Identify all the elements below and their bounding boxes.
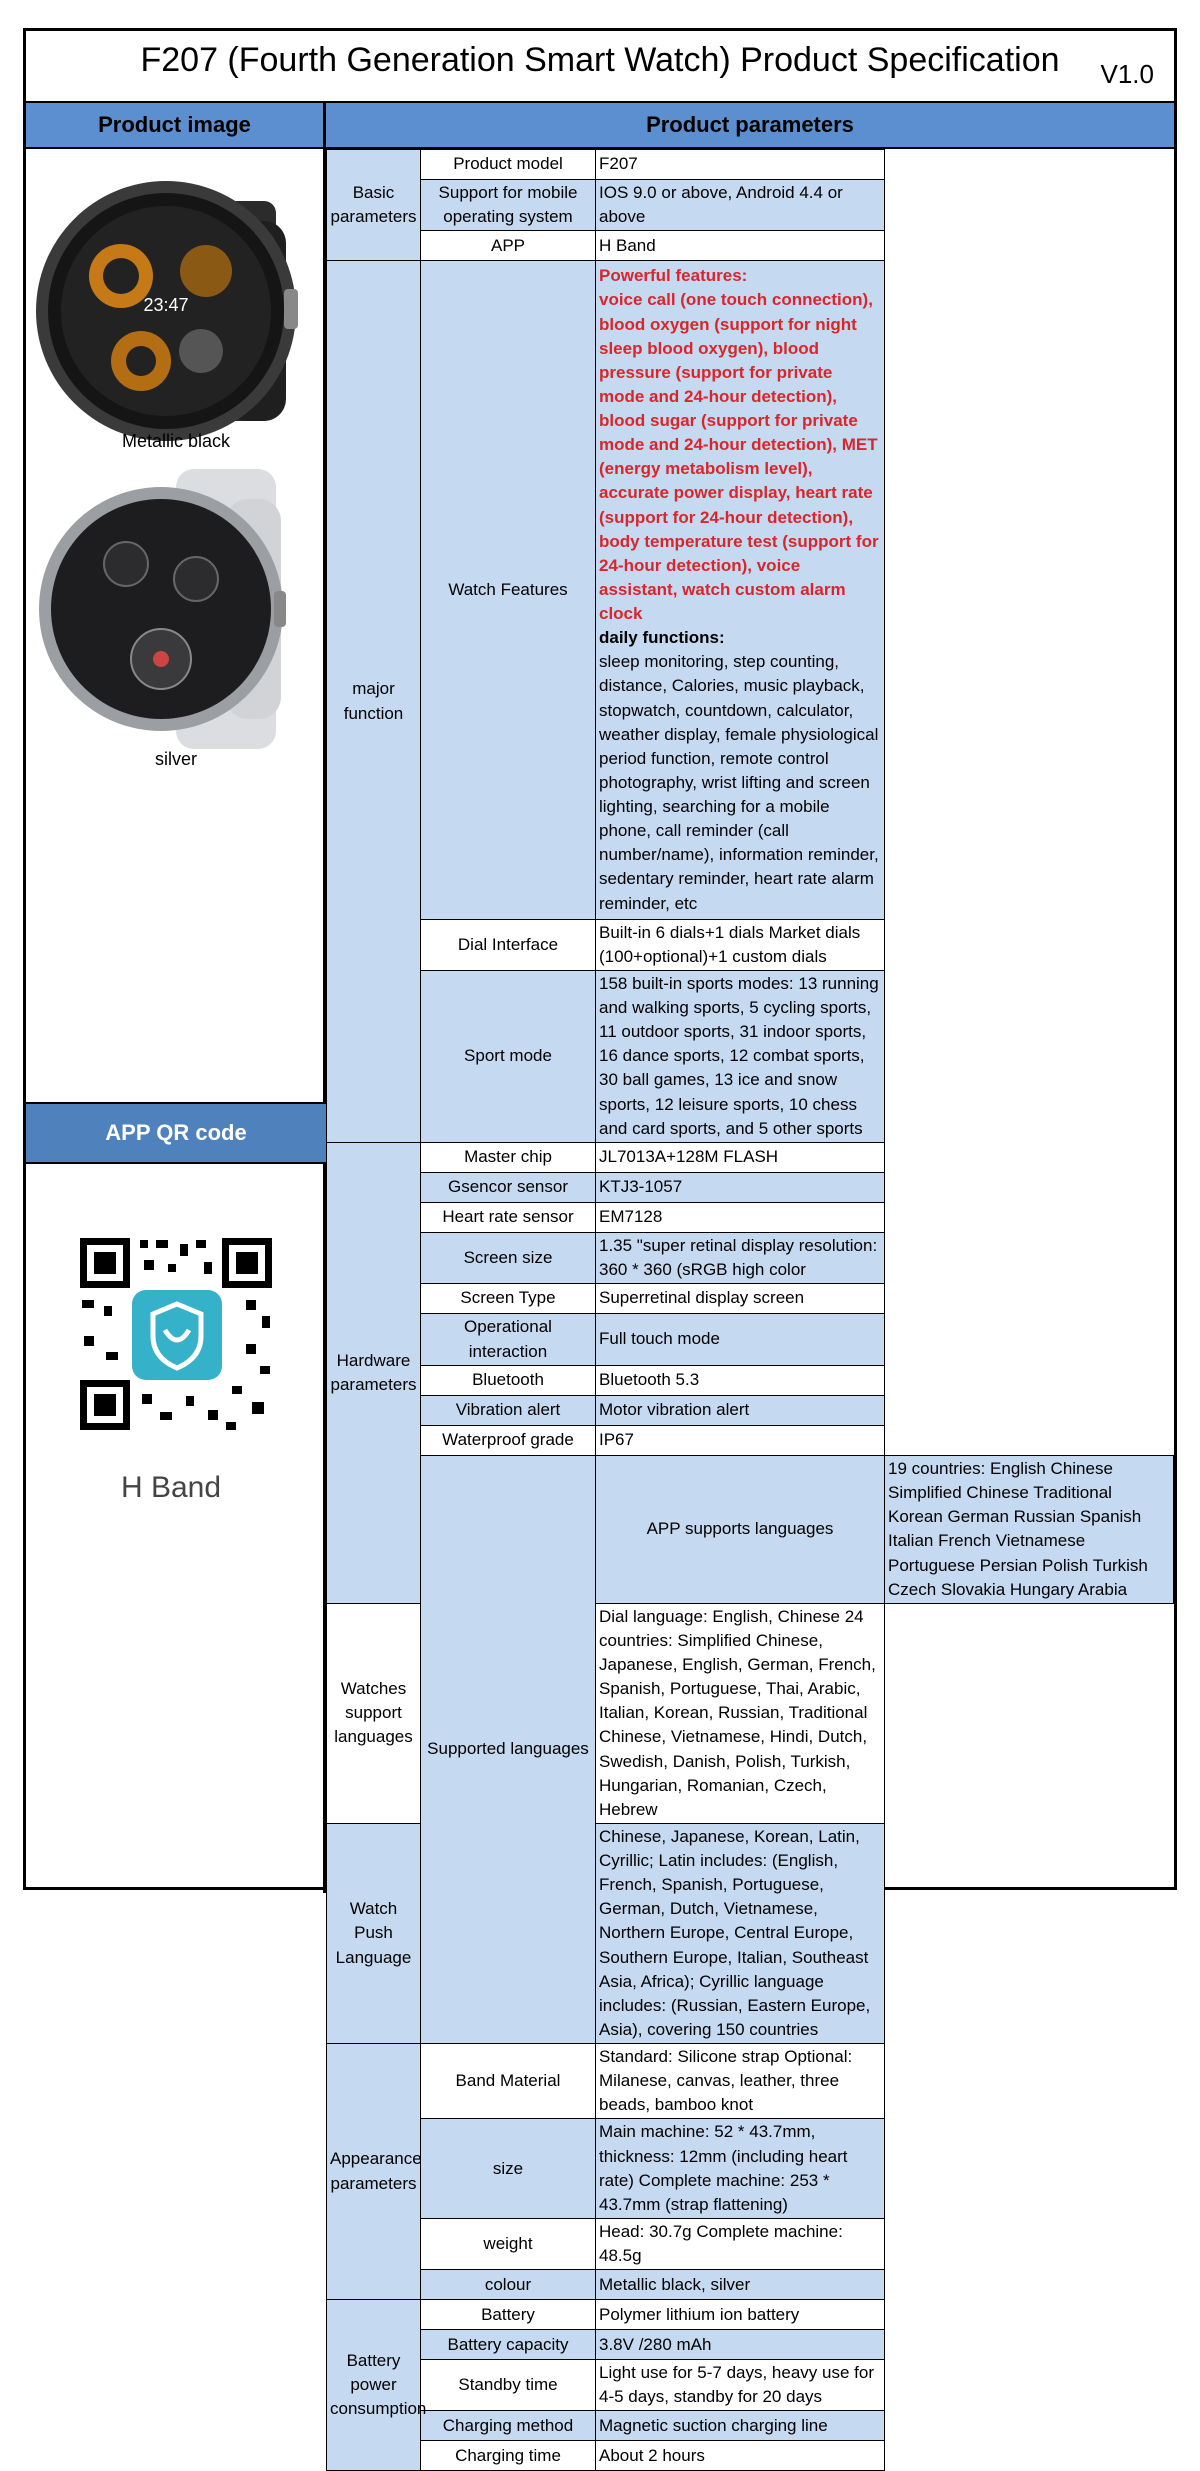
value-band: Standard: Silicone strap Optional: Milanese, canvas, leather, three beads, bamboo knot (596, 2044, 885, 2119)
label-bluetooth: Bluetooth (421, 1366, 596, 1396)
table-row (327, 1142, 1174, 1172)
table-row (327, 2044, 1174, 2119)
product-image-header: Product image (26, 103, 323, 149)
table-row (327, 2270, 1174, 2300)
value-screen-size: 1.35 "super retinal display resolution: 360 * 360 (sRGB high color (596, 1232, 885, 1283)
label-operation: Operational interaction (421, 1314, 596, 1366)
value-size: Main machine: 52 * 43.7mm, thickness: 12mm (including heart rate) Complete machine: 253 * 43.7mm (strap flattening) (596, 2119, 885, 2219)
value-charging-time: About 2 hours (596, 2441, 885, 2471)
table-row (327, 2119, 1174, 2219)
value-hr-sensor: EM7128 (596, 1202, 885, 1232)
group-basic: Basic parameters (327, 150, 421, 261)
watch1-caption: Metallic black (121, 431, 231, 451)
page-title: F207 (Fourth Generation Smart Watch) Product Specification (140, 41, 1060, 79)
table-row (327, 231, 1174, 261)
label-watch-lang: Watches support languages (327, 1603, 421, 1823)
label-chip: Master chip (421, 1142, 596, 1172)
value-features (596, 261, 885, 919)
label-app-lang: APP supports languages (596, 1456, 885, 1604)
label-weight: weight (421, 2218, 596, 2269)
daily-functions-title: daily functions: (599, 628, 725, 648)
table-row (327, 1456, 1174, 1604)
value-waterproof: IP67 (596, 1426, 885, 1456)
table-row (327, 1172, 1174, 1202)
qr-code-header: APP QR code (26, 1102, 326, 1164)
table-row (327, 2360, 1174, 2411)
powerful-features-text: voice call (one touch connection), blood oxygen (support for night sleep blood oxygen), blood pressure (support for private mode and 24-hour detection), blood sugar (support for private mode and 24-hour detection), MET (energy metabolism level), accurate power display, heart rate (support for 24-hour detection), body temperature test (support for 24-hour detection), voice assistant, watch custom alarm clock (599, 290, 879, 623)
svg-text:23:47: 23:47 (143, 295, 189, 315)
label-standby: Standby time (421, 2360, 596, 2411)
label-charging-time: Charging time (421, 2441, 596, 2471)
table-row (327, 2218, 1174, 2269)
table-row (327, 150, 1174, 180)
table-row (327, 970, 1174, 1142)
table-row (327, 1284, 1174, 1314)
table-row (327, 261, 1174, 919)
label-vibration: Vibration alert (421, 1396, 596, 1426)
group-major: major function (327, 261, 421, 1143)
value-standby: Light use for 5-7 days, heavy use for 4-5 days, standby for 20 days (596, 2360, 885, 2411)
value-operation: Full touch mode (596, 1314, 885, 1366)
value-dial: Built-in 6 dials+1 dials Market dials (100+optional)+1 custom dials (596, 919, 885, 970)
table-row (327, 180, 1174, 231)
group-hardware: Hardware parameters (327, 1142, 421, 1603)
value-watch-lang: Dial language: English, Chinese 24 countries: Simplified Chinese, Japanese, English, German, French, Spanish, Portuguese, Thai, Arabic, Italian, Korean, Russian, Traditional Chinese, Vietnamese, Hindi, Dutch, Swedish, Danish, Polish, Turkish, Hungarian, Romanian, Czech, Hebrew (596, 1603, 885, 1823)
label-sport: Sport mode (421, 970, 596, 1142)
value-sport: 158 built-in sports modes: 13 running and walking sports, 5 cycling sports, 11 outdoor sports, 31 indoor sports, 16 dance sports, 12 combat sports, 30 ball games, 13 ice and snow sports, 12 leisure sports, 10 chess and card sports, and 5 other sports (596, 970, 885, 1142)
table-row (327, 2411, 1174, 2441)
group-battery: Battery power consumption (327, 2300, 421, 2471)
black-watch-illustration (26, 161, 326, 461)
table-row (327, 1426, 1174, 1456)
value-chip: JL7013A+128M FLASH (596, 1142, 885, 1172)
label-push-lang: Watch Push Language (327, 1823, 421, 2043)
label-screen-type: Screen Type (421, 1284, 596, 1314)
value-mobile-os: IOS 9.0 or above, Android 4.4 or above (596, 180, 885, 231)
watch-image-black (26, 161, 326, 466)
value-capacity: 3.8V /280 mAh (596, 2330, 885, 2360)
label-size: size (421, 2119, 596, 2219)
label-charging-method: Charging method (421, 2411, 596, 2441)
value-push-lang: Chinese, Japanese, Korean, Latin, Cyrillic; Latin includes: (English, French, Spanish, Portuguese, German, Dutch, Vietnamese, Northern Europe, Central Europe, Southern Europe, Italian, Southeast Asia, Africa); Cyrillic language includes: (Russian, Eastern Europe, Asia), covering 150 countries (596, 1823, 885, 2043)
table-row (327, 919, 1174, 970)
label-band: Band Material (421, 2044, 596, 2119)
value-weight: Head: 30.7g Complete machine: 48.5g (596, 2218, 885, 2269)
watch2-caption: silver (154, 749, 197, 769)
value-screen-type: Superretinal display screen (596, 1284, 885, 1314)
spec-sheet (23, 28, 1177, 2465)
value-charging-method: Magnetic suction charging line (596, 2411, 885, 2441)
table-row (327, 1366, 1174, 1396)
label-colour: colour (421, 2270, 596, 2300)
title-row (26, 31, 1174, 103)
table-row (327, 1396, 1174, 1426)
table-row (327, 1202, 1174, 1232)
watch-image-silver (26, 459, 326, 764)
qr-code-block (26, 1226, 326, 1471)
table-row (327, 1232, 1174, 1283)
label-model: Product model (421, 150, 596, 180)
group-languages: Supported languages (421, 1456, 596, 2044)
table-row (327, 2300, 1174, 2330)
label-mobile-os: Support for mobile operating system (421, 180, 596, 231)
value-app-lang: 19 countries: English Chinese Simplified Chinese Traditional Korean German Russian Spanish Italian French Vietnamese Portuguese Persian Polish Turkish Czech Slovakia Hungary Arabia (885, 1456, 1174, 1604)
label-hr-sensor: Heart rate sensor (421, 1202, 596, 1232)
label-gsensor: Gsencor sensor (421, 1172, 596, 1202)
table-row (327, 1314, 1174, 1366)
label-dial: Dial Interface (421, 919, 596, 970)
label-features: Watch Features (421, 261, 596, 919)
label-battery: Battery (421, 2300, 596, 2330)
table-row (327, 2330, 1174, 2360)
group-appearance: Appearance parameters (327, 2044, 421, 2300)
label-screen-size: Screen size (421, 1232, 596, 1283)
table-row (327, 2441, 1174, 2471)
label-app: APP (421, 231, 596, 261)
value-colour: Metallic black, silver (596, 2270, 885, 2300)
powerful-features-title: Powerful features: (599, 266, 748, 286)
qr-code-image (56, 1226, 296, 1466)
value-battery: Polymer lithium ion battery (596, 2300, 885, 2330)
value-vibration: Motor vibration alert (596, 1396, 885, 1426)
product-parameters-header: Product parameters (326, 103, 1174, 149)
spec-table (326, 149, 1174, 2471)
value-bluetooth: Bluetooth 5.3 (596, 1366, 885, 1396)
qr-caption: H Band (120, 1471, 222, 1504)
silver-watch-illustration (26, 459, 326, 759)
value-gsensor: KTJ3-1057 (596, 1172, 885, 1202)
daily-functions-text: sleep monitoring, step counting, distance, Calories, music playback, stopwatch, countdown, calculator, weather display, female physiological period function, remote control photography, wrist lifting and screen lighting, searching for a mobile phone, call reminder (call number/name), information reminder, sedentary reminder, heart rate alarm reminder, etc (599, 652, 879, 913)
label-waterproof: Waterproof grade (421, 1426, 596, 1456)
label-capacity: Battery capacity (421, 2330, 596, 2360)
value-model: F207 (596, 150, 885, 180)
value-app: H Band (596, 231, 885, 261)
version-label: V1.0 (1100, 59, 1154, 89)
